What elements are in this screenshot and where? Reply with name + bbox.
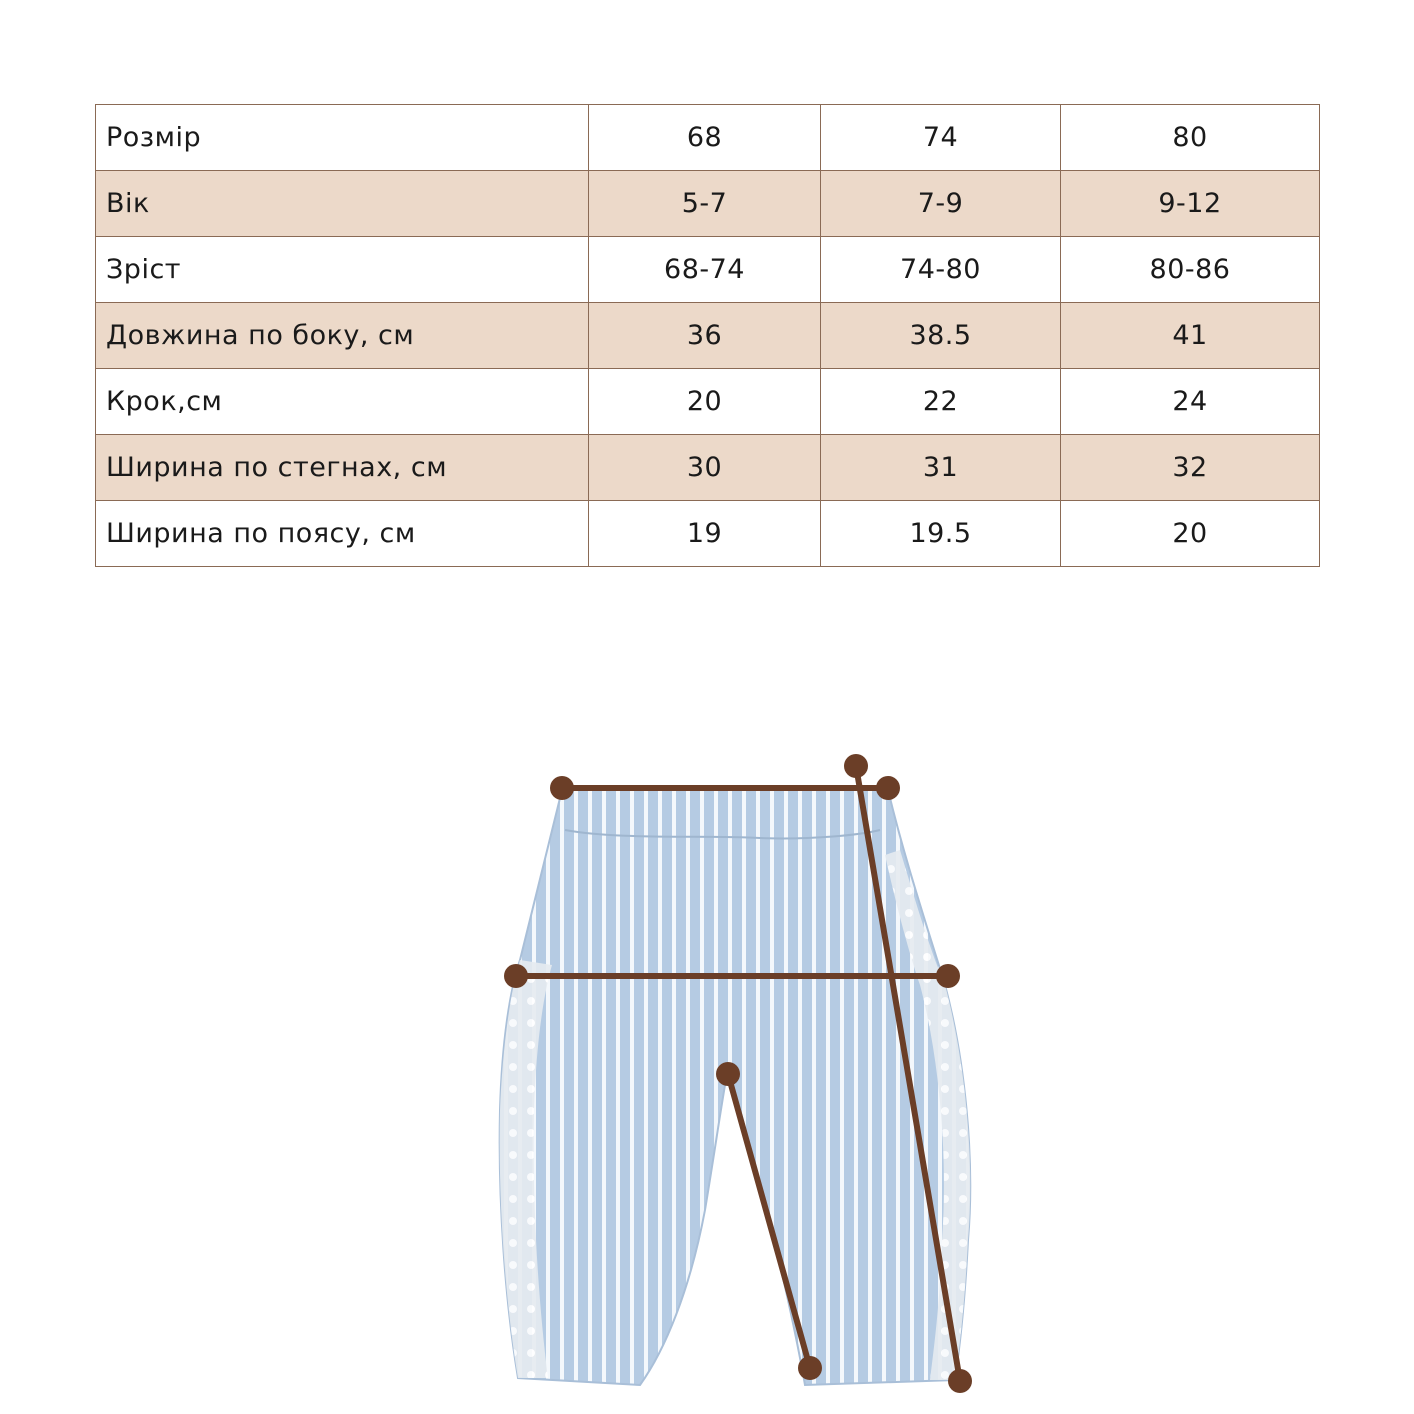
row-label: Зріст — [96, 237, 589, 303]
row-label: Довжина по боку, см — [96, 303, 589, 369]
table-cell: 74 — [821, 105, 1061, 171]
table-cell: 7-9 — [821, 171, 1061, 237]
measure-point — [936, 964, 960, 988]
row-label: Ширина по стегнах, см — [96, 435, 589, 501]
measure-point — [948, 1369, 972, 1393]
side-length-measure-line — [856, 766, 960, 1381]
measure-point — [716, 1062, 740, 1086]
table-cell: 31 — [821, 435, 1061, 501]
lace-trim-right — [885, 850, 970, 1380]
inseam-measure-line — [728, 1074, 810, 1368]
table-cell: 30 — [589, 435, 821, 501]
table-cell: 80 — [1061, 105, 1320, 171]
row-label: Розмір — [96, 105, 589, 171]
table-row — [96, 369, 1320, 435]
measure-point — [844, 754, 868, 778]
measure-point — [798, 1356, 822, 1380]
table-cell: 68 — [589, 105, 821, 171]
row-label: Ширина по поясу, см — [96, 501, 589, 567]
table-cell: 36 — [589, 303, 821, 369]
table-row — [96, 501, 1320, 567]
row-label: Вік — [96, 171, 589, 237]
table-row — [96, 105, 1320, 171]
table-cell: 9-12 — [1061, 171, 1320, 237]
measurement-lines — [504, 754, 972, 1393]
table-cell: 32 — [1061, 435, 1320, 501]
table-row — [96, 237, 1320, 303]
waistband — [565, 830, 880, 838]
table-row — [96, 303, 1320, 369]
table-cell: 19 — [589, 501, 821, 567]
measure-point — [550, 776, 574, 800]
table-cell: 19.5 — [821, 501, 1061, 567]
table-cell: 20 — [589, 369, 821, 435]
table-cell: 68-74 — [589, 237, 821, 303]
table-row — [96, 171, 1320, 237]
table-cell: 38.5 — [821, 303, 1061, 369]
table-cell: 22 — [821, 369, 1061, 435]
table-cell: 80-86 — [1061, 237, 1320, 303]
table-row — [96, 435, 1320, 501]
row-label: Крок,см — [96, 369, 589, 435]
measure-point — [876, 776, 900, 800]
lace-trim-left — [500, 960, 552, 1378]
table-cell: 41 — [1061, 303, 1320, 369]
pants-illustration — [500, 790, 971, 1385]
table-cell: 74-80 — [821, 237, 1061, 303]
pants-body — [500, 790, 971, 1385]
table-cell: 24 — [1061, 369, 1320, 435]
size-table — [95, 104, 1320, 567]
table-cell: 5-7 — [589, 171, 821, 237]
measure-point — [504, 964, 528, 988]
table-cell: 20 — [1061, 501, 1320, 567]
